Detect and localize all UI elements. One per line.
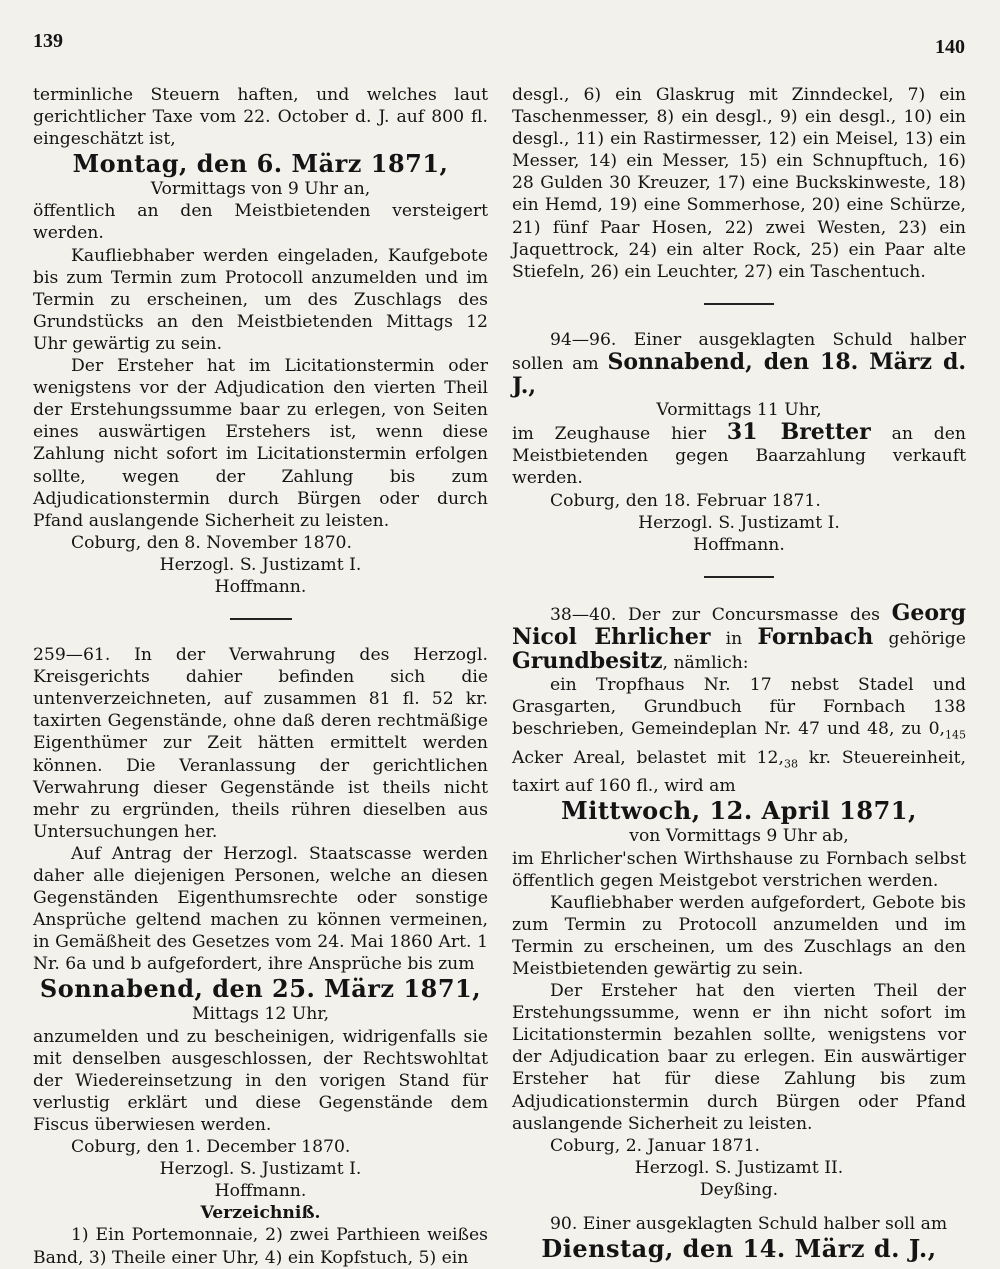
notice-text: anzumelden und zu bescheinigen, widrigenfalls sie mit denselben ausgeschlossen, der Rechtswohltat der Wiedereinsetzung in den vorigen Stand für verlustig erklärt und diese Gegenstände dem Fiscus überwiesen werden.: [33, 1026, 488, 1135]
deadline-time: Mittags 12 Uhr,: [191, 1004, 330, 1025]
page-number-right: 140: [935, 36, 965, 58]
sale-date: Sonnabend, den 18. März d. J.,: [512, 348, 966, 400]
notice-text: Auf Antrag der Herzogl. Staatscasse werden daher alle diejenigen Personen, welche an diesen Gegenständen Eigenthumsrechte oder sonstige Ansprüche geltend machen zu können vermeinen, in Gemäßheit des Gesetzes vom 24. Mai 1860 Art. 1 Nr. 6a und b aufgefordert, ihre Ansprüche bis zum: [33, 843, 488, 975]
notice-text: Der Ersteher hat im Licitationstermin oder wenigstens vor der Adjudication den vierten Theil der Erstehungssumme baar zu erlegen, von Seiten eines auswärtigen Erstehers ist, wenn diese Zahlung nicht sofort im Licitationstermin erfolgen sollte, wegen der Zahlung bis zum Adjudicationstermin durch Bürgen oder durch Pfand auslangende Sicherheit zu leisten.: [33, 356, 488, 531]
notice-place-date: Coburg, den 1. December 1870.: [71, 1137, 351, 1158]
section-divider: [230, 618, 292, 620]
area-decimal: 145: [945, 728, 966, 742]
notice-office: Herzogl. S. Justizamt I.: [159, 554, 362, 575]
deadline-date: Sonnabend, den 25. März 1871,: [39, 974, 482, 1004]
item-list: desgl., 6) ein Glaskrug mit Zinndeckel, 7) ein Taschenmesser, 8) ein desgl., 9) ein desgl., 10) ein desgl., 11) ein Rastirmesser, 12) ein Meisel, 13) ein Messer, 14) ein Messer, 15) ein Schnupftuch, 16) 28 Gulden 30 Kreuzer, 17) eine Buckskinweste, 18) ein Hemd, 19) eine Sommerhose, 20) eine Schürze, 21) fünf Paar Hosen, 22) zwei Westen, 23) ein Jaquettrock, 24) ein alter Rock, 25) ein Paar alte Stiefeln, 26) ein Leuchter, 27) ein Taschentuch.: [512, 85, 966, 282]
notice-text: terminliche Steuern haften, und welches laut gerichtlicher Taxe vom 22. October d. J. auf 800 fl. eingeschätzt ist,: [33, 85, 488, 150]
notice-text-start: 38—40. Der zur Concursmasse des: [550, 604, 892, 625]
property-text-c: kr. Steuereinheit, taxirt auf 160 fl., wird am: [512, 747, 966, 797]
auction-time: von Vormittags 9 Uhr ab,: [629, 826, 849, 847]
notice-text: Kaufliebhaber werden aufgefordert, Gebote bis zum Termin zu Protocoll anzumelden und im Termin zu erscheinen, um des Zuschlags an den Meistbietenden gewärtig zu sein.: [512, 892, 966, 979]
notice-text: öffentlich an den Meistbietenden versteigert werden.: [33, 201, 488, 244]
section-divider: [704, 303, 774, 305]
notice-text-mid2: gehörige: [873, 628, 966, 649]
property-text-b: Acker Areal, belastet mit 12,: [512, 747, 784, 768]
notice-office: Herzogl. S. Justizamt I.: [638, 512, 840, 533]
sale-time: Vormittags 11 Uhr,: [656, 400, 822, 421]
notice-text-start: im Zeughause hier: [512, 424, 727, 445]
notice-text: [512, 421, 966, 489]
notice-office: Herzogl. S. Justizamt II.: [634, 1157, 844, 1178]
village-name: Fornbach: [757, 623, 874, 650]
notice-place-date: Coburg, den 8. November 1870.: [71, 532, 352, 553]
notice-office: Herzogl. S. Justizamt I.: [159, 1159, 362, 1180]
property-text-a: ein Tropfhaus Nr. 17 nebst Stadel und Grasgarten, Grundbuch für Fornbach 138 beschrieben, Gemeindeplan Nr. 47 und 48, zu 0,: [512, 675, 966, 740]
page-number-left: 139: [33, 30, 63, 52]
notice-text-mid: in: [710, 628, 758, 649]
notice-text: Kaufliebhaber werden eingeladen, Kaufgebote bis zum Termin zum Protocoll anzumelden und im Termin zu erscheinen, um des Zuschlags des Grundstücks an den Meistbietenden Mittags 12 Uhr gewärtig zu sein.: [33, 245, 488, 354]
sale-object: 31 Bretter: [726, 419, 871, 446]
list-heading: Verzeichniß.: [200, 1203, 321, 1224]
notice-text-end: an den Meistbietenden gegen Baarzahlung verkauft werden.: [512, 424, 966, 489]
property-description: [512, 674, 966, 797]
notice-text: 90. Einer ausgeklagten Schuld halber soll am: [550, 1214, 948, 1234]
auction-date: Montag, den 6. März 1871,: [72, 149, 449, 179]
notice-signature: Deyßing.: [699, 1179, 779, 1200]
section-divider: [704, 576, 774, 578]
sale-date: Dienstag, den 14. März d. J.,: [541, 1234, 937, 1264]
notice-text: im Ehrlicher'schen Wirthshause zu Fornbach selbst öffentlich gegen Meistgebot verstrichen werden.: [512, 848, 966, 891]
auction-date: Mittwoch, 12. April 1871,: [561, 796, 917, 826]
tax-decimal: 38: [783, 757, 798, 771]
spacer: [512, 1201, 966, 1213]
notice-place-date: Coburg, 2. Januar 1871.: [550, 1135, 760, 1156]
debtor-name: Georg Nicol Ehrlicher: [512, 599, 966, 650]
notice-text: [512, 329, 966, 399]
right-column: [512, 84, 966, 1263]
left-column: [33, 84, 488, 1269]
property-label: Grundbesitz: [512, 647, 663, 674]
notice-text-end: , nämlich:: [662, 652, 749, 673]
notice-text: 259—61. In der Verwahrung des Herzogl. Kreisgerichts dahier befinden sich die untenverzeichneten, auf zusammen 81 fl. 52 kr. taxirten Gegenstände, ohne daß deren rechtmäßige Eigenthümer zur Zeit hätten ermittelt werden können. Die Veranlassung der gerichtlichen Verwahrung dieser Gegenstände ist theils nicht mehr zu ergründen, theils rühren dieselben aus Untersuchungen her.: [33, 645, 488, 842]
notice-signature: Hoffmann.: [214, 1181, 307, 1202]
auction-time: Vormittags von 9 Uhr an,: [150, 179, 371, 200]
notice-text: [512, 599, 966, 674]
item-list: 1) Ein Portemonnaie, 2) zwei Parthieen weißes Band, 3) Theile einer Uhr, 4) ein Kopfstuch, 5) ein: [33, 1225, 488, 1268]
notice-place-date: Coburg, den 18. Februar 1871.: [550, 490, 821, 511]
notice-signature: Hoffmann.: [693, 534, 785, 555]
notice-text-start: 94—96. Einer ausgeklagten Schuld halber sollen am: [512, 329, 966, 374]
notice-text: Der Ersteher hat den vierten Theil der Erstehungssumme, wenn er ihn nicht sofort im Licitationstermin bezahlen sollte, wenigstens vor der Adjudication baar zu erlegen. Ein auswärtiger Ersteher hat für diese Zahlung bis zum Adjudicationstermin durch Bürgen oder Pfand auslangende Sicherheit zu leisten.: [512, 981, 966, 1134]
notice-signature: Hoffmann.: [214, 576, 307, 597]
